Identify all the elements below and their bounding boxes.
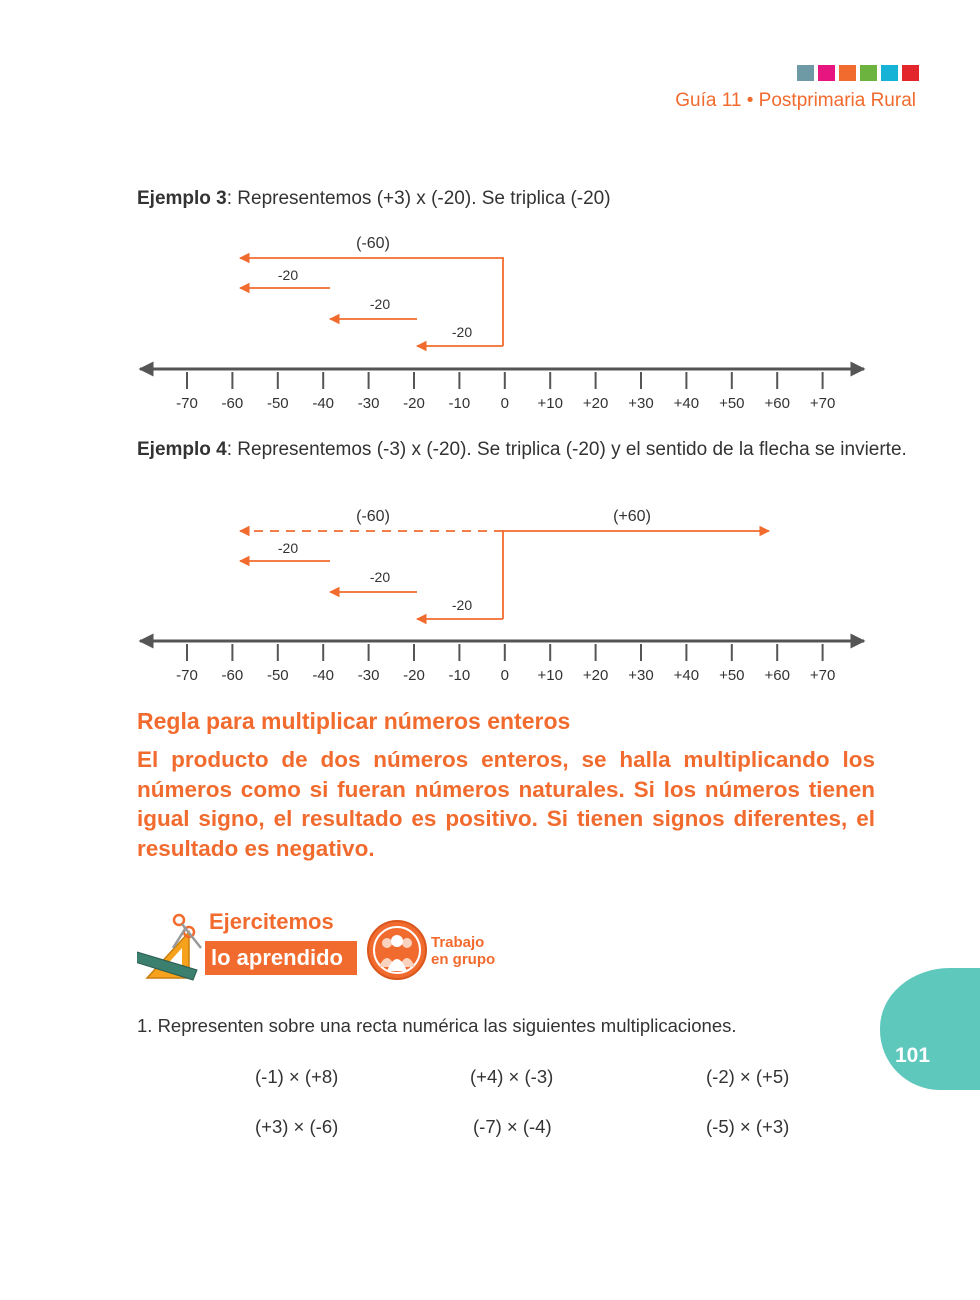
- operation: (-2) × (+5): [706, 1066, 790, 1087]
- rule-title: Regla para multiplicar números enteros: [137, 708, 571, 734]
- example-4-title: [137, 439, 907, 461]
- color-square: [881, 65, 898, 81]
- tick-label: -60: [221, 667, 244, 684]
- tick-group: [176, 644, 835, 684]
- step-label: -20: [277, 540, 299, 556]
- tick-label: +60: [764, 667, 790, 684]
- tick-label: +50: [719, 667, 745, 684]
- tick-label: +60: [764, 395, 790, 412]
- header-title: Guía 11 • Postprimaria Rural: [675, 90, 916, 111]
- tick-label: 0: [500, 395, 509, 412]
- rule-text: El producto de dos números enteros, se halla multiplicando los números como si fueran números naturales. Si los números tienen igual signo, el resultado es positivo. Si tienen signos diferentes, el resultado es negativo.: [137, 747, 875, 861]
- step-label: -20: [277, 267, 299, 283]
- operation: (-7) × (-4): [473, 1116, 552, 1137]
- tick-label: -30: [357, 667, 380, 684]
- operation: (-5) × (+3): [706, 1116, 790, 1137]
- tick-label: -70: [176, 667, 198, 684]
- step-label: -20: [369, 569, 391, 585]
- trabajo-line: Trabajo: [431, 934, 485, 951]
- example-3-text: : Representemos (+3) x (-20). Se triplica (-20): [226, 188, 611, 209]
- tick-label: -40: [312, 395, 335, 412]
- example-4-text: : Representemos (-3) x (-20). Se triplica (-20) y el sentido de la flecha se invierte.: [226, 439, 907, 460]
- tick-label: +20: [582, 395, 609, 412]
- example-4-label: Ejemplo 4: [137, 439, 227, 460]
- operation: (+3) × (-6): [255, 1116, 339, 1137]
- tick-label: +40: [673, 395, 700, 412]
- tick-label: +10: [537, 395, 563, 412]
- operation: (+4) × (-3): [470, 1066, 554, 1087]
- tick-label: -10: [448, 667, 471, 684]
- tick-group: [176, 372, 835, 412]
- ejercitemos-subtitle: lo aprendido: [205, 941, 357, 975]
- tick-label: +20: [582, 667, 609, 684]
- ruler-scissors-icon: [137, 912, 212, 984]
- example-3-label: Ejemplo 3: [137, 188, 227, 209]
- ejercitemos-title: Ejercitemos: [209, 909, 334, 934]
- color-square: [860, 65, 877, 81]
- total-label: (-60): [356, 235, 390, 252]
- tick-label: -20: [403, 395, 425, 412]
- tick-label: -40: [312, 667, 335, 684]
- example-3-number-line-diagram: [0, 220, 980, 420]
- trabajo-grupo-label: [431, 934, 495, 968]
- step-label: -20: [451, 324, 473, 340]
- color-square: [839, 65, 856, 81]
- exercise-instruction: 1. Representen sobre una recta numérica las siguientes multiplicaciones.: [137, 1015, 737, 1036]
- tick-label: -20: [403, 667, 425, 684]
- example-3-title: [137, 188, 611, 210]
- tick-label: 0: [500, 667, 509, 684]
- tick-label: -50: [266, 395, 289, 412]
- operation: (-1) × (+8): [255, 1066, 339, 1087]
- tick-label: +30: [628, 395, 654, 412]
- result-label: (+60): [613, 508, 651, 525]
- example-4-number-line-diagram: [0, 495, 980, 695]
- tick-label: +50: [719, 395, 745, 412]
- tick-label: +30: [628, 667, 654, 684]
- tick-label: +70: [809, 395, 836, 412]
- page-number-blob: [880, 968, 980, 1090]
- tick-label: -30: [357, 395, 380, 412]
- tick-label: -60: [221, 395, 244, 412]
- tick-label: +40: [673, 667, 700, 684]
- tick-label: -10: [448, 395, 471, 412]
- tick-label: -50: [266, 667, 289, 684]
- tick-label: +10: [537, 667, 563, 684]
- color-square: [818, 65, 835, 81]
- color-square: [797, 65, 814, 81]
- group-work-icon: [366, 919, 428, 981]
- color-squares: [797, 65, 919, 81]
- en-grupo-line: en grupo: [431, 951, 496, 968]
- page-number: 101: [895, 1044, 931, 1067]
- color-square: [902, 65, 919, 81]
- step-label: -20: [369, 296, 391, 312]
- tick-label: +70: [809, 667, 836, 684]
- total-label: (-60): [356, 508, 390, 525]
- result-arrow: [503, 531, 769, 619]
- tick-label: -70: [176, 395, 198, 412]
- step-label: -20: [451, 597, 473, 613]
